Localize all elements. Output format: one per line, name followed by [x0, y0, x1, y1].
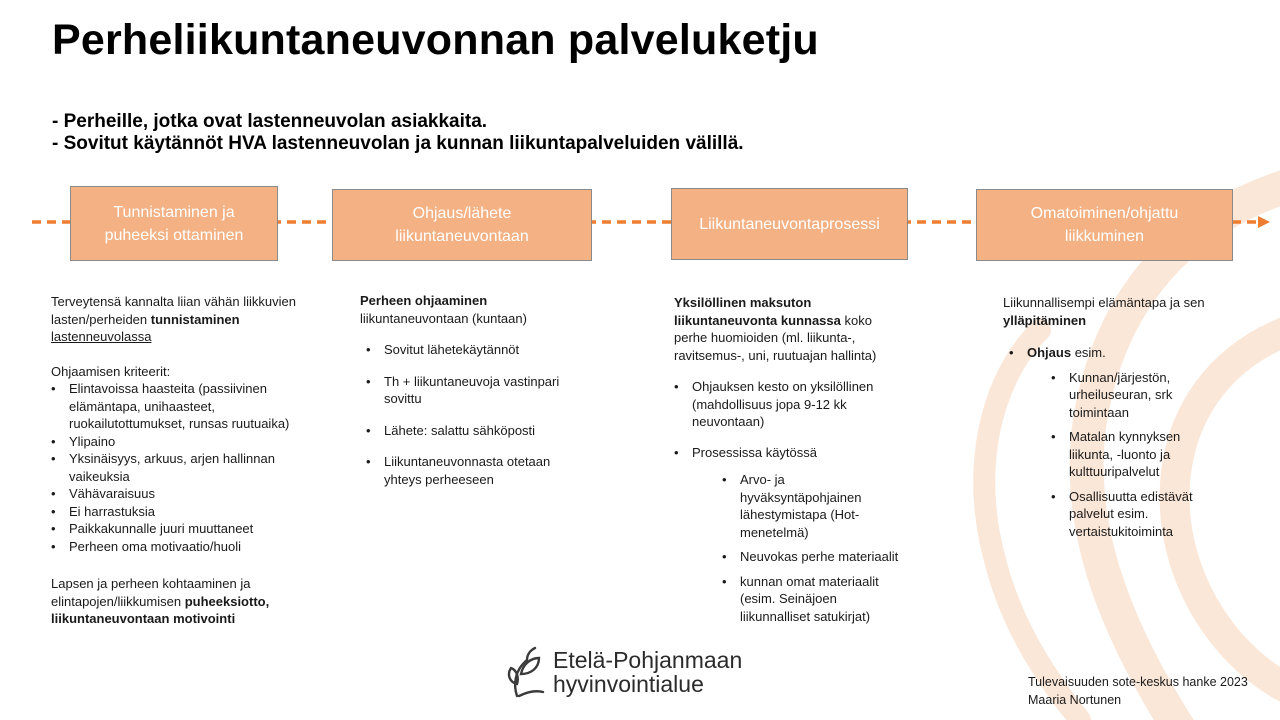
step-label: Tunnistaminen ja: [113, 203, 235, 221]
list-item: • Ohjaus esim. • Kunnan/järjestön, urheiluseuran, srk toimintaan • Matalan kynnyksen liikunta, -luonto ja kulttuuripalvelut • Osallisuutta edistävät palvelut esim. vertaistukitoiminta: [1027, 344, 1228, 540]
list-item: • Perheen oma motivaatio/huoli: [69, 538, 296, 556]
step-label: liikkuminen: [1064, 228, 1145, 245]
step-label: Liikuntaneuvontaprosessi: [699, 215, 880, 233]
list-item: • Elintavoissa haasteita (passiivinen elämäntapa, unihaasteet, ruokailutottumukset, runsas ruutuaika): [69, 380, 296, 433]
step-label: puheeksi ottaminen: [104, 226, 244, 244]
criteria-list: [69, 380, 296, 555]
paragraph: Liikunnallisempi elämäntapa ja sen ylläpitäminen: [1003, 295, 1205, 328]
page-title: Perheliikuntaneuvonnan palveluketju: [52, 16, 819, 64]
list-item: • Ylipaino: [69, 433, 296, 451]
column-identification: [51, 293, 296, 628]
sublist: [740, 471, 900, 625]
list-item: • Matalan kynnyksen liikunta, -luonto ja kulttuuripalvelut: [1069, 428, 1214, 481]
paragraph: Lapsen ja perheen kohtaaminen ja elintapojen/liikkumisen puheeksiotto, liikuntaneuvontaan motivointi: [51, 576, 270, 626]
footer-credit: [1028, 673, 1248, 709]
logo-line: hyvinvointialue: [553, 671, 704, 697]
list-item: • Paikkakunnalle juuri muuttaneet: [69, 520, 296, 538]
list-item: • Ei harrastuksia: [69, 503, 296, 521]
subtitle-line: - Sovitut käytännöt HVA lastenneuvolan ja kunnan liikuntapalveluiden välillä.: [52, 133, 744, 154]
logo-line: Etelä-Pohjanmaan: [553, 647, 743, 673]
independent-list: [1027, 344, 1228, 540]
list-item: • Prosessissa käytössä • Arvo- ja hyväksyntäpohjainen lähestymistapa (Hot-menetelmä) • Neuvokas perhe materiaalit • kunnan omat materiaalit (esim. Seinäjoen liikunnalliset satukirjat): [692, 444, 899, 626]
column-referral: [360, 292, 575, 488]
list-item: • Arvo- ja hyväksyntäpohjainen lähestymistapa (Hot-menetelmä): [740, 471, 900, 541]
step-label: Omatoiminen/ohjattu: [1030, 205, 1179, 222]
paragraph: Yksilöllinen maksuton liikuntaneuvonta kunnassa koko perhe huomioiden (ml. liikunta-, ravitsemus-, uni, ruutuajan hallinta): [674, 295, 877, 363]
step-box-counselling-process: [671, 188, 908, 260]
list-item: • Lähete: salattu sähköposti: [384, 422, 575, 440]
paragraph: Terveytensä kannalta liian vähän liikkuvien lasten/perheiden tunnistaminen lastenneuvolassa: [51, 294, 296, 344]
criteria-heading: Ohjaamisen kriteerit:: [51, 363, 171, 379]
organization-logo: [505, 646, 742, 698]
list-item: • Vähävaraisuus: [69, 485, 296, 503]
subtitle-line: - Perheille, jotka ovat lastenneuvolan asiakkaita.: [52, 111, 488, 132]
list-item: • Sovitut lähetekäytännöt: [384, 341, 575, 359]
list-item: • Osallisuutta edistävät palvelut esim. vertaistukitoiminta: [1069, 488, 1214, 541]
step-label: liikuntaneuvontaan: [395, 228, 529, 245]
footer-author: Maaria Nortunen: [1028, 693, 1122, 707]
column-counselling: [674, 294, 899, 625]
list-item: • Th + liikuntaneuvoja vastinpari sovittu: [384, 373, 575, 408]
column-independent: [1003, 294, 1228, 540]
list-item: • Kunnan/järjestön, urheiluseuran, srk toimintaan: [1069, 369, 1214, 422]
sublist: [1069, 369, 1214, 541]
list-item: • Ohjauksen kesto on yksilöllinen (mahdollisuus jopa 9-12 kk neuvontaan): [692, 378, 899, 431]
counselling-list: [692, 378, 899, 625]
leaf-logo-icon: [505, 646, 545, 698]
list-item: • Yksinäisyys, arkuus, arjen hallinnan vaikeuksia: [69, 450, 296, 485]
list-item: • kunnan omat materiaalit (esim. Seinäjoen liikunnalliset satukirjat): [740, 573, 900, 626]
paragraph: Perheen ohjaaminen liikuntaneuvontaan (kuntaan): [360, 293, 527, 326]
step-box-identification: [70, 186, 278, 261]
list-item: • Liikuntaneuvonnasta otetaan yhteys perheeseen: [384, 453, 575, 488]
referral-list: [384, 341, 575, 488]
footer-project: Tulevaisuuden sote-keskus hanke 2023: [1028, 675, 1248, 689]
logo-text: [553, 648, 742, 696]
list-item: • Neuvokas perhe materiaalit: [740, 548, 900, 566]
step-label: Ohjaus/lähete: [412, 205, 512, 222]
step-box-independent-activity: [976, 189, 1233, 261]
step-box-referral: [332, 189, 592, 261]
